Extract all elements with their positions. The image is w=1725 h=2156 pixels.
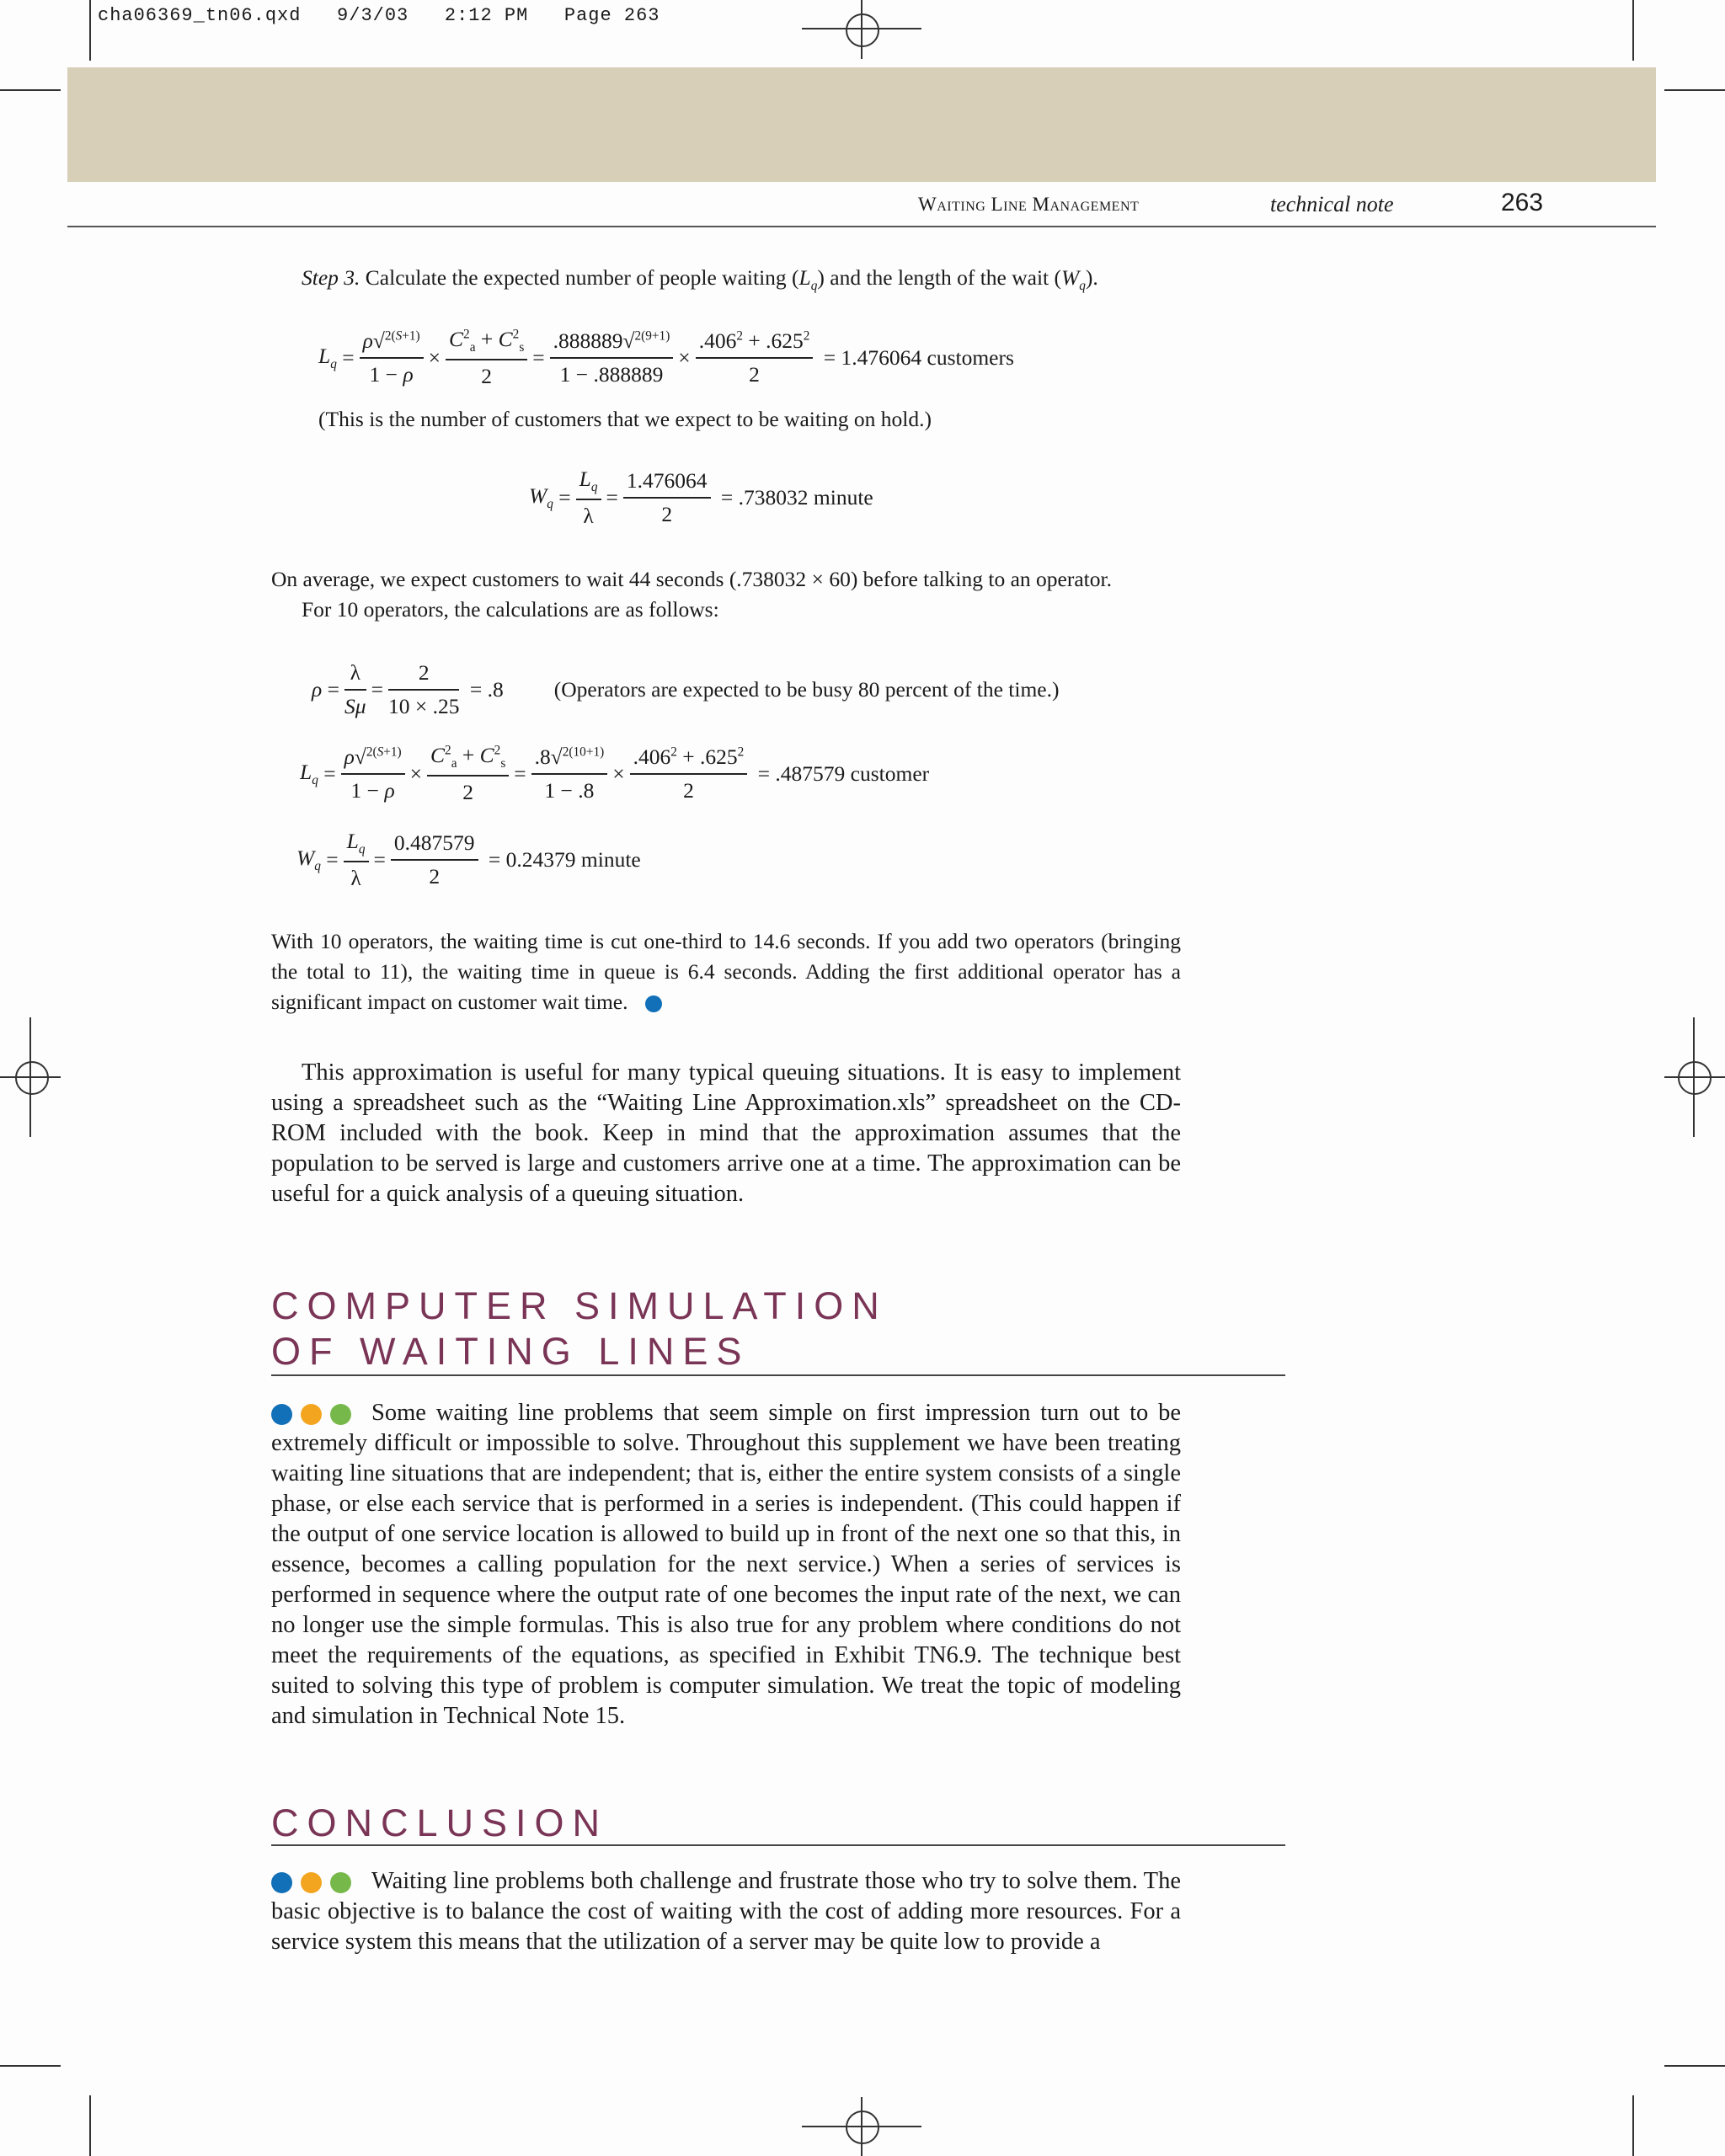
registration-mark [15, 1061, 49, 1095]
crop-mark [0, 2065, 61, 2067]
step3-intro: Step 3. Calculate the expected number of people waiting $(L_q)$ and the length of the wait $(W_q)$. [302, 265, 1098, 294]
header-rule [67, 226, 1656, 227]
crop-mark [1664, 89, 1725, 91]
running-head-note: technical note [1270, 192, 1394, 216]
lq-result: = 1.476064 customers [823, 345, 1014, 371]
registration-mark [29, 1017, 31, 1137]
lq-note: (This is the number of customers that we expect to be waiting on hold.) [318, 407, 932, 431]
header-band [67, 67, 1656, 182]
wq10-formula: $W_q$ = $\frac{L_q}{\lambda}$ = $\frac{0.487579}{2}$ = 0.24379 minute [296, 829, 641, 891]
approx-paragraph: This approximation is useful for many typical queuing situations. It is easy to implement using a spreadsheet such as the “Waiting Line Approximation.xls” spreadsheet on the CD-ROM included with the book. Keep in mind that the approximation assumes that the population to be served is large and customers arrive one at a time. The approximation can be useful for a quick analysis of a queuing situation. [271, 1059, 1181, 1207]
rho-note: (Operators are expected to be busy 80 percent of the time.) [553, 677, 1060, 702]
blue-dot-icon [271, 1404, 292, 1425]
crop-mark [89, 2095, 91, 2156]
registration-mark [1664, 1076, 1725, 1078]
average-line2: For 10 operators, the calculations are as follows: [302, 597, 719, 622]
lq10-result: = .487579 customer [757, 761, 930, 787]
with10-paragraph: With 10 operators, the waiting time is cut one-third to 14.6 seconds. If you add two operators (bringing the total to 11), the waiting time in queue is 6.4 seconds. Adding the first additional operator has a significant impact on customer wait time. [271, 929, 1181, 1014]
crop-mark [0, 89, 61, 91]
wq10-result: = 0.24379 minute [488, 847, 641, 873]
registration-mark [1678, 1061, 1712, 1095]
orange-dot-icon [301, 1404, 322, 1425]
orange-dot-icon [301, 1872, 322, 1893]
lq-formula: $L_q$ = $\frac{\rho√^{2(S+1)}}{1 - \rho}$ × $\frac{C^2_a + C^2_s}{2}$ = $\frac{.888889√^{2(9+1)}}{1 - .888889}$ × $\frac{.406^2 + .625^2}{2}$ = 1.476064 customers [318, 327, 1014, 389]
conclusion-paragraph: Waiting line problems both challenge and frustrate those who try to solve them. The basic objective is to balance the cost of waiting with the cost of adding more resources. For a service system this means that the utilization of a server may be quite low to provide a [271, 1868, 1181, 1955]
registration-mark [846, 13, 879, 47]
page-number: 263 [1501, 189, 1544, 216]
running-head-title: Waiting Line Management [918, 194, 1140, 215]
simulation-heading-line2: OF WAITING LINES [271, 1330, 750, 1373]
registration-mark [1693, 1017, 1695, 1137]
crop-mark [1632, 2095, 1634, 2156]
crop-mark [1664, 2065, 1725, 2067]
green-dot-icon [330, 1404, 351, 1425]
simulation-heading-line1: COMPUTER SIMULATION [271, 1284, 888, 1327]
wq-result: = .738032 minute [720, 485, 873, 510]
registration-mark [861, 2097, 862, 2156]
green-dot-icon [330, 1872, 351, 1893]
registration-mark [846, 2111, 879, 2144]
average-line1: On average, we expect customers to wait 44 seconds (.738032 × 60) before talking to an operator. [271, 567, 1112, 591]
wq-formula: $W_q$ = $\frac{L_q}{\lambda}$ = $\frac{1.476064}{2}$ = .738032 minute [529, 467, 873, 529]
rho-result: = .8 [469, 677, 504, 702]
rho-formula: ρ = $\frac{\lambda}{S\mu}$ = $\frac{2}{10 \times .25}$ = .8 (Operators are expected to be busy 80 percent of the time.) [312, 660, 1060, 718]
blue-dot-icon [271, 1872, 292, 1893]
conclusion-heading: CONCLUSION [271, 1801, 609, 1844]
file-slug: cha06369_tn06.qxd 9/3/03 2:12 PM Page 263 [98, 5, 660, 26]
conclusion-rule [271, 1844, 1285, 1846]
simulation-rule [271, 1374, 1285, 1376]
crop-mark [1632, 0, 1634, 61]
simulation-paragraph: Some waiting line problems that seem simple on first impression turn out to be extremely difficult or impossible to solve. Throughout this supplement we have been treating waiting line situations that are independent; that is, either the entire system consists of a single phase, or else each service that is performed in a series is independent. (This could happen if the output of one service location is allowed to build up in front of the next one so that this, in essence, becomes a calling population for the next service.) When a series of services is performed in sequence where the output rate of one becomes the input rate of the next, we can no longer use the simple formulas. This is also true for any problem where conditions do not meet the requirements of the equations, as specified in Exhibit TN6.9. The technique best suited to solving this type of problem is computer simulation. We treat the topic of modeling and simulation in Technical Note 15. [271, 1400, 1181, 1729]
end-bullet-icon [645, 995, 662, 1012]
crop-mark [89, 0, 91, 61]
lq10-formula: $L_q$ = $\frac{\rho√^{2(S+1)}}{1 - \rho}$ × $\frac{C^2_a + C^2_s}{2}$ = $\frac{.8√^{2(10+1)}}{1 - .8}$ × $\frac{.406^2 + .625^2}{2}$ = .487579 customer [300, 743, 930, 805]
registration-mark [861, 0, 862, 59]
